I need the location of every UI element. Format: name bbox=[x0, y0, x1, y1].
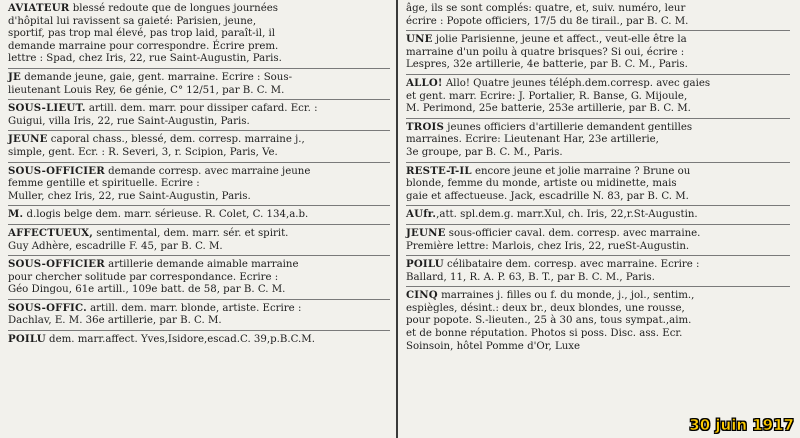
ad-text bbox=[406, 33, 790, 72]
ad-body: d.logis belge dem. marr. sérieuse. R. Colet, C. 134,a.b. bbox=[26, 209, 309, 221]
ad-lead: POILU bbox=[406, 258, 444, 271]
ad-text bbox=[8, 133, 390, 159]
right-column bbox=[398, 0, 796, 438]
ad-text bbox=[406, 165, 790, 204]
classified-ad bbox=[406, 163, 790, 207]
classified-ad bbox=[406, 119, 790, 163]
ad-lead: TROIS bbox=[406, 120, 445, 133]
ad-lead: SOUS-OFFICIER bbox=[8, 164, 105, 177]
ad-text bbox=[8, 227, 390, 253]
ad-lead: JEUNE bbox=[406, 226, 446, 239]
ad-text bbox=[8, 258, 390, 297]
left-column bbox=[0, 0, 398, 438]
ad-body: artillerie demande aimable marraine pour chercher solitude par correspondance. Ecrire : Géo Dingou, 61e artill., 109e batt. de 58, par B. C. M. bbox=[8, 259, 299, 296]
ad-body: jeunes officiers d'artillerie demandent gentilles marraines. Ecrire: Lieutenant Har, 23e artillerie, 3e groupe, par B. C. M., Paris. bbox=[406, 121, 693, 158]
classified-ad bbox=[8, 206, 390, 225]
ad-text bbox=[8, 2, 390, 66]
ad-body: jolie Parisienne, jeune et affect., veut-elle être la marraine d'un poilu à quatre brisques? Si oui, écrire : Lespres, 32e artillerie, 4e batterie, par B. C. M., Paris. bbox=[406, 34, 688, 71]
ad-body: ,att. spl.dem.g. marr.Xul, ch. Iris, 22,r.St-Augustin. bbox=[436, 209, 698, 221]
ad-text bbox=[8, 102, 390, 128]
ad-text bbox=[8, 165, 390, 204]
ad-body: dem. marr.affect. Yves,Isidore,escad.C. 39,p.B.C.M. bbox=[49, 334, 315, 346]
classified-ad bbox=[8, 300, 390, 331]
classified-ad bbox=[8, 256, 390, 300]
ad-body: blessé redoute que de longues journées d'hôpital lui ravissent sa gaieté: Parisien, jeune, sportif, pas trop mal élevé, pas trop laid, paraît-il, il demande marraine pour correspondre. Écrire prem. lettre : Spad, chez Iris, 22, rue Saint-Augustin, Paris. bbox=[8, 3, 282, 65]
ad-text bbox=[406, 2, 790, 28]
ad-lead: SOUS-LIEUT. bbox=[8, 102, 86, 115]
ad-body: demande corresp. avec marraine jeune femme gentille et spirituelle. Ecrire : Muller, chez Iris, 22, rue Saint-Augustin, Paris. bbox=[8, 165, 311, 202]
classified-ad bbox=[8, 100, 390, 131]
classified-ad bbox=[406, 75, 790, 119]
ad-text bbox=[406, 258, 790, 284]
ad-body: célibataire dem. corresp. avec marraine. Ecrire : Ballard, 11, R. A. P. 63, B. T., par B. C. M., Paris. bbox=[406, 259, 700, 283]
ad-body: âge, ils se sont complés: quatre, et, suiv. numéro, leur écrire : Popote officiers, 17/5 du 8e tirail., par B. C. M. bbox=[406, 3, 689, 27]
ad-body: artill. dem. marr. blonde, artiste. Ecrire : Dachlav, E. M. 36e artillerie, par B. C. M. bbox=[8, 302, 302, 327]
ad-lead: AUfr. bbox=[406, 208, 437, 221]
ad-text bbox=[406, 208, 790, 222]
ad-lead: AVIATEUR bbox=[8, 2, 70, 14]
ad-body: encore jeune et jolie marraine ? Brune ou blonde, femme du monde, artiste ou midinette, mais gaie et affectueuse. Jack, escadrille N. 83, par B. C. M. bbox=[406, 165, 691, 202]
ad-lead: UNE bbox=[406, 33, 433, 46]
classified-ad bbox=[406, 206, 790, 225]
ad-body: caporal chass., blessé, dem. corresp. marraine j., simple, gent. Ecr. : R. Severi, 3, r. Scipion, Paris, Ve. bbox=[8, 134, 305, 158]
ad-lead: M. bbox=[8, 208, 24, 221]
ad-text bbox=[8, 71, 390, 97]
classified-ad bbox=[406, 287, 790, 355]
ad-text bbox=[406, 289, 790, 353]
ad-lead: AFFECTUEUX, bbox=[8, 226, 94, 239]
ad-body: sentimental, dem. marr. sér. et spirit. Guy Adhère, escadrille F. 45, par B. C. M. bbox=[8, 227, 289, 252]
ad-body: marraines j. filles ou f. du monde, j., jol., sentim., espiègles, désint.: deux br., deux blondes, une rousse, pour popote. S.-lieuten., 25 à 30 ans, tous sympat.,aim. et de bonne réputation. Photos si poss. Disc. ass. Ecr. Soinsoin, hôtel Pomme d'Or, Luxe bbox=[406, 290, 695, 352]
ad-text bbox=[8, 208, 390, 222]
ad-body: sous-officier caval. dem. corresp. avec marraine. Première lettre: Marlois, chez Iris, 22, rueSt-Augustin. bbox=[406, 227, 701, 252]
classified-ad bbox=[8, 163, 390, 207]
ad-text bbox=[406, 121, 790, 160]
classified-ad bbox=[406, 0, 790, 31]
classified-ad bbox=[8, 225, 390, 256]
ad-body: demande jeune, gaie, gent. marraine. Ecrire : Sous- lieutenant Louis Rey, 6e génie, C° 12/51, par B. C. M. bbox=[8, 71, 293, 96]
ad-lead: JEUNE bbox=[8, 133, 48, 146]
ad-lead: JE bbox=[8, 70, 21, 83]
ad-lead: CINQ bbox=[406, 289, 438, 302]
ad-lead: SOUS-OFFIC. bbox=[8, 301, 87, 314]
ad-lead: RESTE-T-IL bbox=[406, 164, 472, 177]
ad-text bbox=[8, 333, 390, 347]
ad-lead: SOUS-OFFICIER bbox=[8, 258, 105, 271]
ad-text bbox=[406, 227, 790, 253]
classified-ad bbox=[406, 31, 790, 75]
date-stamp: 30 juin 1917 bbox=[689, 416, 794, 434]
ad-lead: ALLO! bbox=[406, 76, 443, 89]
classified-ad bbox=[406, 225, 790, 256]
classified-ad bbox=[406, 256, 790, 287]
classified-ad bbox=[8, 0, 390, 69]
classified-ad bbox=[8, 131, 390, 162]
ad-body: Allo! Quatre jeunes téléph.dem.corresp. avec gaies et gent. marr. Ecrire: J. Portalier, R. Banse, G. Mijoule, M. Perimond, 25e batterie, 253e artillerie, par B. C. M. bbox=[406, 77, 711, 115]
ad-lead: POILU bbox=[8, 333, 46, 346]
ad-text bbox=[406, 77, 790, 116]
classified-ad bbox=[8, 69, 390, 100]
ad-body: artill. dem. marr. pour dissiper cafard. Ecr. : Guigui, villa Iris, 22, rue Saint-Augustin, Paris. bbox=[8, 103, 318, 127]
classified-ad bbox=[8, 331, 390, 349]
ad-text bbox=[8, 302, 390, 328]
